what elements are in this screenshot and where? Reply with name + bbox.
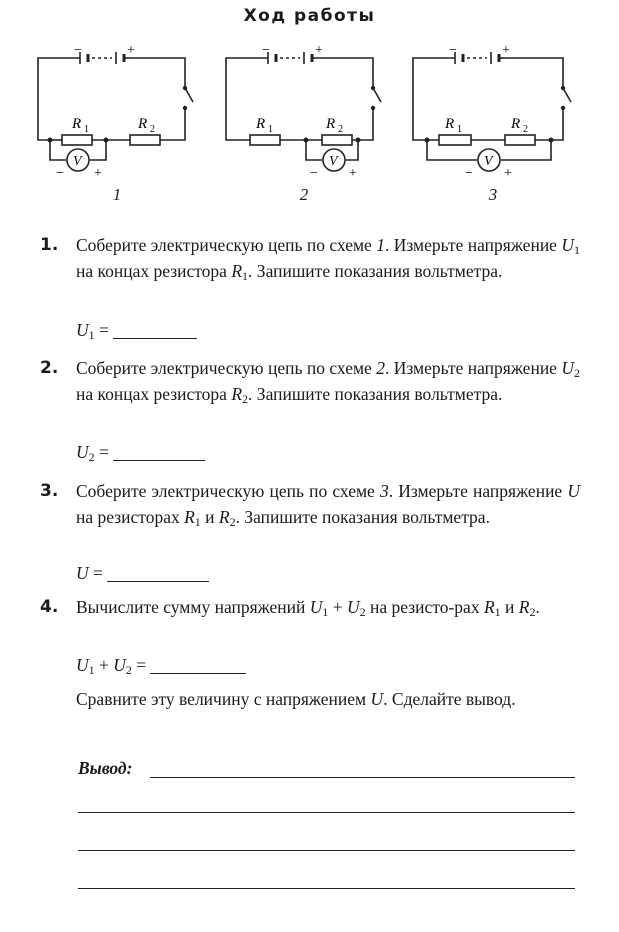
task-number: 3.: [40, 481, 59, 501]
answer-u1: $U_1$ =: [76, 320, 197, 341]
answer-blank[interactable]: [113, 442, 205, 461]
svg-text:2: 2: [523, 124, 528, 135]
svg-text:1: 1: [457, 124, 462, 135]
answer-blank[interactable]: [107, 563, 209, 582]
answer-blank[interactable]: [113, 320, 197, 339]
task-text: Вычислите сумму напряжений $U_1 + U_2$ на резисто-рах $R_1$ и $R_2$.: [76, 597, 540, 619]
task-text: Соберите электрическую цепь по схеме 1. Измерьте напряжение $U_1$ на концах резистора $R_1$. Запишите показания вольтметра.: [76, 235, 580, 283]
svg-text:−: −: [74, 43, 82, 58]
svg-text:−: −: [449, 43, 457, 58]
conclusion-line-3[interactable]: [78, 850, 575, 851]
conclusion-line-1[interactable]: [150, 777, 575, 778]
svg-text:−: −: [465, 166, 473, 181]
answer-sum: $U_1 + U_2$ =: [76, 655, 246, 676]
circuit-diagram-2: [218, 40, 388, 185]
task-4-compare: [40, 686, 580, 712]
figure-number-2: 2: [299, 185, 309, 204]
svg-text:+: +: [502, 43, 510, 58]
voltmeter-icon: V: [329, 154, 338, 169]
svg-text:1: 1: [84, 124, 89, 135]
figure-number-3: 3: [488, 185, 498, 204]
svg-text:+: +: [504, 166, 512, 181]
task-4: [40, 594, 580, 620]
conclusion-line-4[interactable]: [78, 888, 575, 889]
svg-text:+: +: [94, 166, 102, 181]
conclusion-label: Вывод:: [78, 758, 133, 778]
task-number: 1.: [40, 235, 59, 255]
task-2: [40, 355, 580, 407]
svg-text:1: 1: [268, 124, 273, 135]
svg-text:+: +: [349, 166, 357, 181]
svg-text:−: −: [262, 43, 270, 58]
task-text: Соберите электрическую цепь по схеме 2. Измерьте напряжение $U_2$ на концах резистора $R_2$. Запишите показания вольтметра.: [76, 358, 580, 406]
r2-label: R: [511, 116, 521, 132]
r1-label: R: [72, 116, 82, 132]
conclusion-line-2[interactable]: [78, 812, 575, 813]
answer-u: U =: [76, 563, 209, 584]
r1-label: R: [445, 116, 455, 132]
svg-text:+: +: [127, 43, 135, 58]
svg-text:+: +: [315, 43, 323, 58]
figure-number-1: 1: [112, 185, 122, 204]
answer-blank[interactable]: [150, 655, 246, 674]
task-text: Сравните эту величину с напряжением U. Сделайте вывод.: [76, 689, 516, 709]
task-number: 2.: [40, 358, 59, 378]
task-3: [40, 478, 580, 530]
svg-text:−: −: [310, 166, 318, 181]
svg-text:2: 2: [338, 124, 343, 135]
answer-u2: $U_2$ =: [76, 442, 205, 463]
voltmeter-icon: V: [73, 154, 82, 169]
voltmeter-icon: V: [484, 154, 493, 169]
r1-label: R: [256, 116, 266, 132]
r2-label: R: [326, 116, 336, 132]
circuit-diagram-3: [405, 40, 580, 185]
task-1: [40, 232, 580, 284]
task-number: 4.: [40, 597, 59, 617]
page-title: Ход работы: [243, 6, 376, 26]
svg-text:2: 2: [150, 124, 155, 135]
svg-text:−: −: [56, 166, 64, 181]
r2-label: R: [138, 116, 148, 132]
circuit-diagram-1: [30, 40, 200, 185]
task-text: Соберите электрическую цепь по схеме 3. Измерьте напряжение U на резисторах $R_1$ и $R_2$. Запишите показания вольтметра.: [76, 481, 580, 529]
